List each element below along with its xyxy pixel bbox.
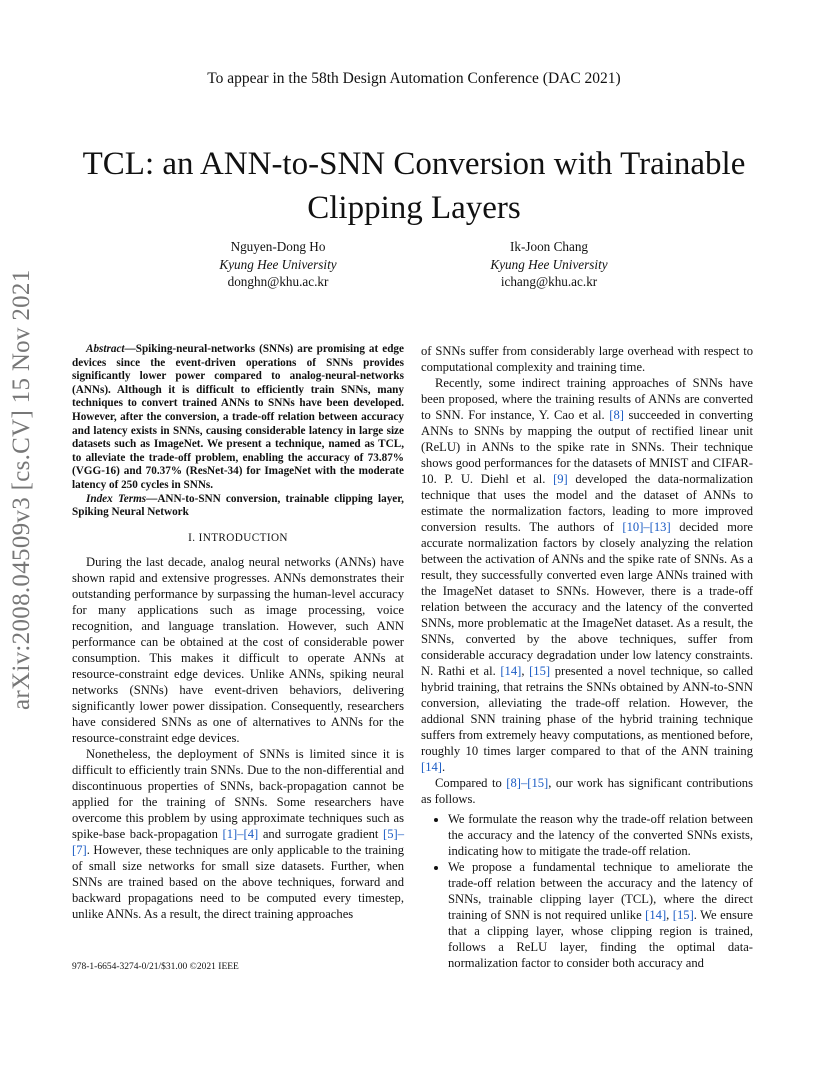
citation-link[interactable]: [8]–[15] (506, 776, 549, 790)
text-run: Recently, some indirect training approaches of SNNs have been proposed, where the training results of ANNs are converted to SNN. For instance, Y. Cao et al. (421, 376, 753, 422)
right-paragraph-1 (421, 375, 753, 775)
text-run: and surrogate gradient (258, 826, 384, 841)
index-terms-text: —ANN-to-SNN conversion, trainable clipping layer, Spiking Neural Network (72, 492, 404, 519)
text-run: developed the data-normalization technique that uses the model and the dataset of ANNs to estimate the normalization factors, leading to more improved conversion results. The authors of (421, 472, 754, 534)
author-email: ichang@khu.ac.kr (500, 274, 598, 289)
index-terms-label: Index Terms (86, 492, 147, 505)
text-run: , (666, 908, 673, 922)
section-heading-introduction: I. INTRODUCTION (188, 531, 288, 544)
copyright-footer: 978-1-6654-3274-0/21/$31.00 ©2021 IEEE (72, 962, 239, 972)
paper-title (60, 142, 768, 230)
text-run: , our work has significant contributions as follows. (421, 776, 753, 806)
text-run: decided more accurate normalization factors by closely analyzing the relation between the activation of ANNs and the spike rate of SNNs. As a result, they successfully converted even large ANNs trained with the ImageNet dataset to SNNs. However, there is a trade-off relation between the accuracy and the latency of the converted SNNs, more problematic at the ImageNet dataset. As a result, the SNNs, converted by the above techniques, suffer from considerable accuracy degradation under low latency constraints. N. Rathi et al. (421, 520, 753, 678)
intro-paragraph-2 (72, 746, 404, 922)
citation-link[interactable]: [14] (421, 760, 442, 774)
contribution-item-1: • We formulate the reason why the trade-off relation between the accuracy and the latency of the converted SNNs exists, indicating how to mitigate the trade-off relation. (448, 811, 753, 859)
abstract-label: Abstract (86, 343, 125, 355)
contribution-list (421, 811, 753, 971)
text-run: We propose a fundamental technique to ameliorate the trade-off relation between the accuracy and the latency of SNNs, trainable clipping layer (TCL), where the direct training of SNN is not required unlike (448, 860, 753, 922)
text-run: . We ensure that a clipping layer, whose clipping region is trained, follows a ReLU layer, finding the optimal data-normalization factor to consider both accuracy and (448, 908, 754, 970)
author-block-1 (138, 238, 418, 291)
paper-title-line-1: TCL: an ANN-to-SNN Conversion with Trainable (82, 146, 746, 182)
index-terms (72, 493, 404, 520)
citation-link[interactable]: [10]–[13] (622, 520, 671, 534)
author-email: donghn@khu.ac.kr (227, 274, 329, 289)
left-column (72, 343, 404, 922)
author-affiliation: Kyung Hee University (219, 256, 337, 272)
arxiv-stamp: arXiv:2008.04509v3 [cs.CV] 15 Nov 2021 (8, 269, 35, 710)
abstract-text: —Spiking-neural-networks (SNNs) are promising at edge devices since the event-driven operations of SNNs provides significantly lower power compared to analog-neural-networks (ANNs). Although it is difficult to efficiently train SNNs, many techniques to convert trained ANNs to SNNs have been developed. However, after the conversion, a trade-off relation between accuracy and latency exists in SNNs, causing considerable latency in large size datasets such as ImageNet. We present a technique, named as TCL, to alleviate the trade-off problem, enabling the accuracy of 73.87% (VGG-16) and 70.37% (ResNet-34) for ImageNet with the moderate latency of 250 cycles in SNNs. (72, 343, 404, 491)
right-paragraph-0: of SNNs suffer from considerably large overhead with respect to computational complexity and training time. (421, 344, 753, 374)
citation-link[interactable]: [14] (500, 664, 522, 678)
citation-link[interactable]: [9] (553, 472, 568, 486)
text-run: succeeded in converting ANNs to SNNs by mapping the output of rectified linear unit (ReLU) in ANNs to the spike rate in SNNs. Their technique shows good performances for the datasets of MNIST and CIFAR-10. P. U. Diehl et al. (421, 408, 753, 486)
text-run: Compared to (435, 776, 507, 790)
text-run: Nonetheless, the deployment of SNNs is limited since it is difficult to efficiently train SNNs. Due to the non-differential and discontinuous properties of SNNs, back-propagation cannot be applied for the training of SNNs. Some researchers have overcome this problem by using approximate techniques such as spike-base back-propagation (72, 746, 404, 841)
author-name: Ik-Joon Chang (509, 239, 589, 254)
citation-link[interactable]: [8] (609, 408, 624, 422)
abstract (72, 343, 404, 493)
text-run: . However, these techniques are only applicable to the training of small size networks for small size datasets. Further, when SNNs are trained based on the above techniques, forward and backward propagations need to be computed every timestep, unlike ANNs. As a result, the direct training approaches (72, 842, 404, 921)
author-affiliation: Kyung Hee University (490, 256, 608, 272)
citation-link[interactable]: [15] (672, 908, 694, 922)
author-name: Nguyen-Dong Ho (230, 239, 326, 254)
author-block-2 (409, 238, 689, 291)
right-paragraph-2 (421, 775, 753, 807)
citation-link[interactable]: [1]–[4] (222, 826, 259, 841)
text-run: presented a novel technique, so called hybrid training, that retrains the SNNs obtained by ANN-to-SNN conversion, alleviating the trade-off relation. However, the addional SNN training phase of the hybrid training technique suffers from extremely heavy computations, as mentioned before, roughly 10 times larger compared to that of the ANN training (421, 664, 754, 758)
text-run: . (441, 760, 446, 774)
text-run: , (521, 664, 530, 678)
citation-link[interactable]: [5]–[7] (72, 826, 404, 857)
intro-paragraph-1: During the last decade, analog neural networks (ANNs) have shown rapid and extensive progresses. ANNs demonstrates their outstanding performance by surpassing the human-level accuracy for many applications such as image processing, voice recognition, and language translation. However, such ANN performance can be obtained at the cost of considerable power consumption. This makes it difficult to operate ANNs at resource-constraint edge devices. Unlike ANNs, spiking neural networks (SNNs) have event-driven behaviors, delivering significantly lower power dissipation. Consequently, researchers have considered SNNs as one of alternatives to ANNs for the resource-constraint edge devices. (72, 554, 404, 745)
contribution-item-2 (448, 859, 753, 971)
paper-title-line-2: Clipping Layers (307, 190, 521, 226)
conference-note: To appear in the 58th Design Automation Conference (DAC 2021) (207, 70, 621, 87)
right-column (421, 343, 753, 971)
citation-link[interactable]: [15] (529, 664, 551, 678)
citation-link[interactable]: [14] (645, 908, 667, 922)
